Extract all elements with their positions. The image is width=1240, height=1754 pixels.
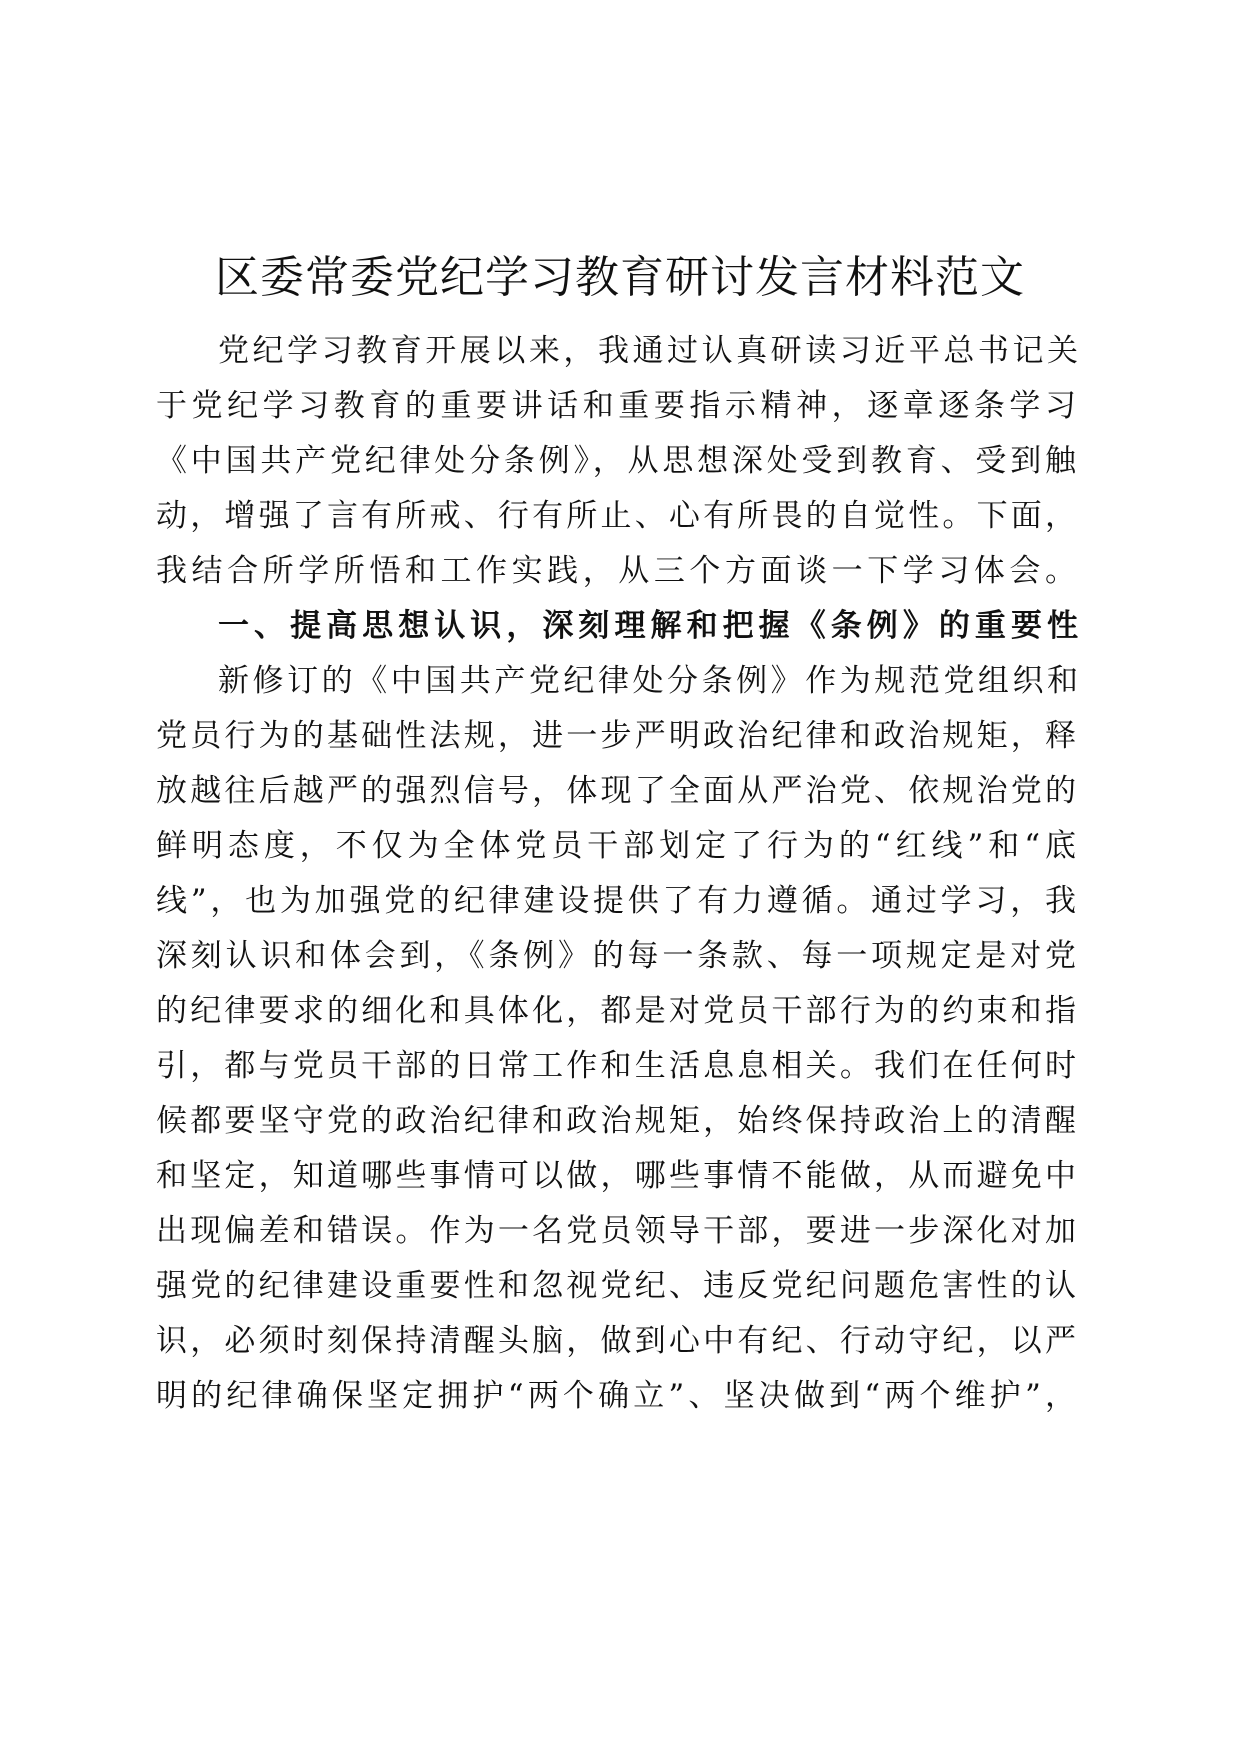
- intro-line-5: 我结合所学所悟和工作实践，从三个方面谈一下学习体会。: [156, 553, 1076, 589]
- intro-line-1: 党纪学习教育开展以来，我通过认真研读习近平总书记关: [218, 333, 1078, 369]
- intro-line-2: 于党纪学习教育的重要讲话和重要指示精神，逐章逐条学习: [156, 388, 1076, 424]
- section1-line-12: 强党的纪律建设重要性和忽视党纪、违反党纪问题危害性的认: [156, 1268, 1076, 1304]
- section1-line-3: 放越往后越严的强烈信号，体现了全面从严治党、依规治党的: [156, 773, 1076, 809]
- intro-line-3: 《中国共产党纪律处分条例》，从思想深处受到教育、受到触: [156, 443, 1076, 479]
- section1-line-13: 识，必须时刻保持清醒头脑，做到心中有纪、行动守纪，以严: [156, 1323, 1076, 1359]
- section1-line-9: 候都要坚守党的政治纪律和政治规矩，始终保持政治上的清醒: [156, 1103, 1076, 1139]
- intro-line-4: 动，增强了言有所戒、行有所止、心有所畏的自觉性。下面，: [156, 498, 1076, 534]
- section1-line-14: 明的纪律确保坚定拥护“两个确立”、坚决做到“两个维护”，: [156, 1378, 1076, 1414]
- section1-line-1: 新修订的《中国共产党纪律处分条例》作为规范党组织和: [218, 663, 1078, 699]
- section1-line-5: 线”，也为加强党的纪律建设提供了有力遵循。通过学习，我: [156, 883, 1076, 919]
- section1-line-7: 的纪律要求的细化和具体化，都是对党员干部行为的约束和指: [156, 993, 1076, 1029]
- section1-line-8: 引，都与党员干部的日常工作和生活息息相关。我们在任何时: [156, 1048, 1076, 1084]
- section1-line-10: 和坚定，知道哪些事情可以做，哪些事情不能做，从而避免中: [156, 1158, 1076, 1194]
- section1-line-2: 党员行为的基础性法规，进一步严明政治纪律和政治规矩，释: [156, 718, 1076, 754]
- section1-line-4: 鲜明态度，不仅为全体党员干部划定了行为的“红线”和“底: [156, 828, 1076, 864]
- section1-line-6: 深刻认识和体会到，《条例》的每一条款、每一项规定是对党: [156, 938, 1076, 974]
- section-heading-1: 一、提高思想认识，深刻理解和把握《条例》的重要性: [218, 608, 1078, 644]
- document-title: 区委常委党纪学习教育研讨发言材料范文: [215, 252, 1025, 303]
- section1-line-11: 出现偏差和错误。作为一名党员领导干部，要进一步深化对加: [156, 1213, 1076, 1249]
